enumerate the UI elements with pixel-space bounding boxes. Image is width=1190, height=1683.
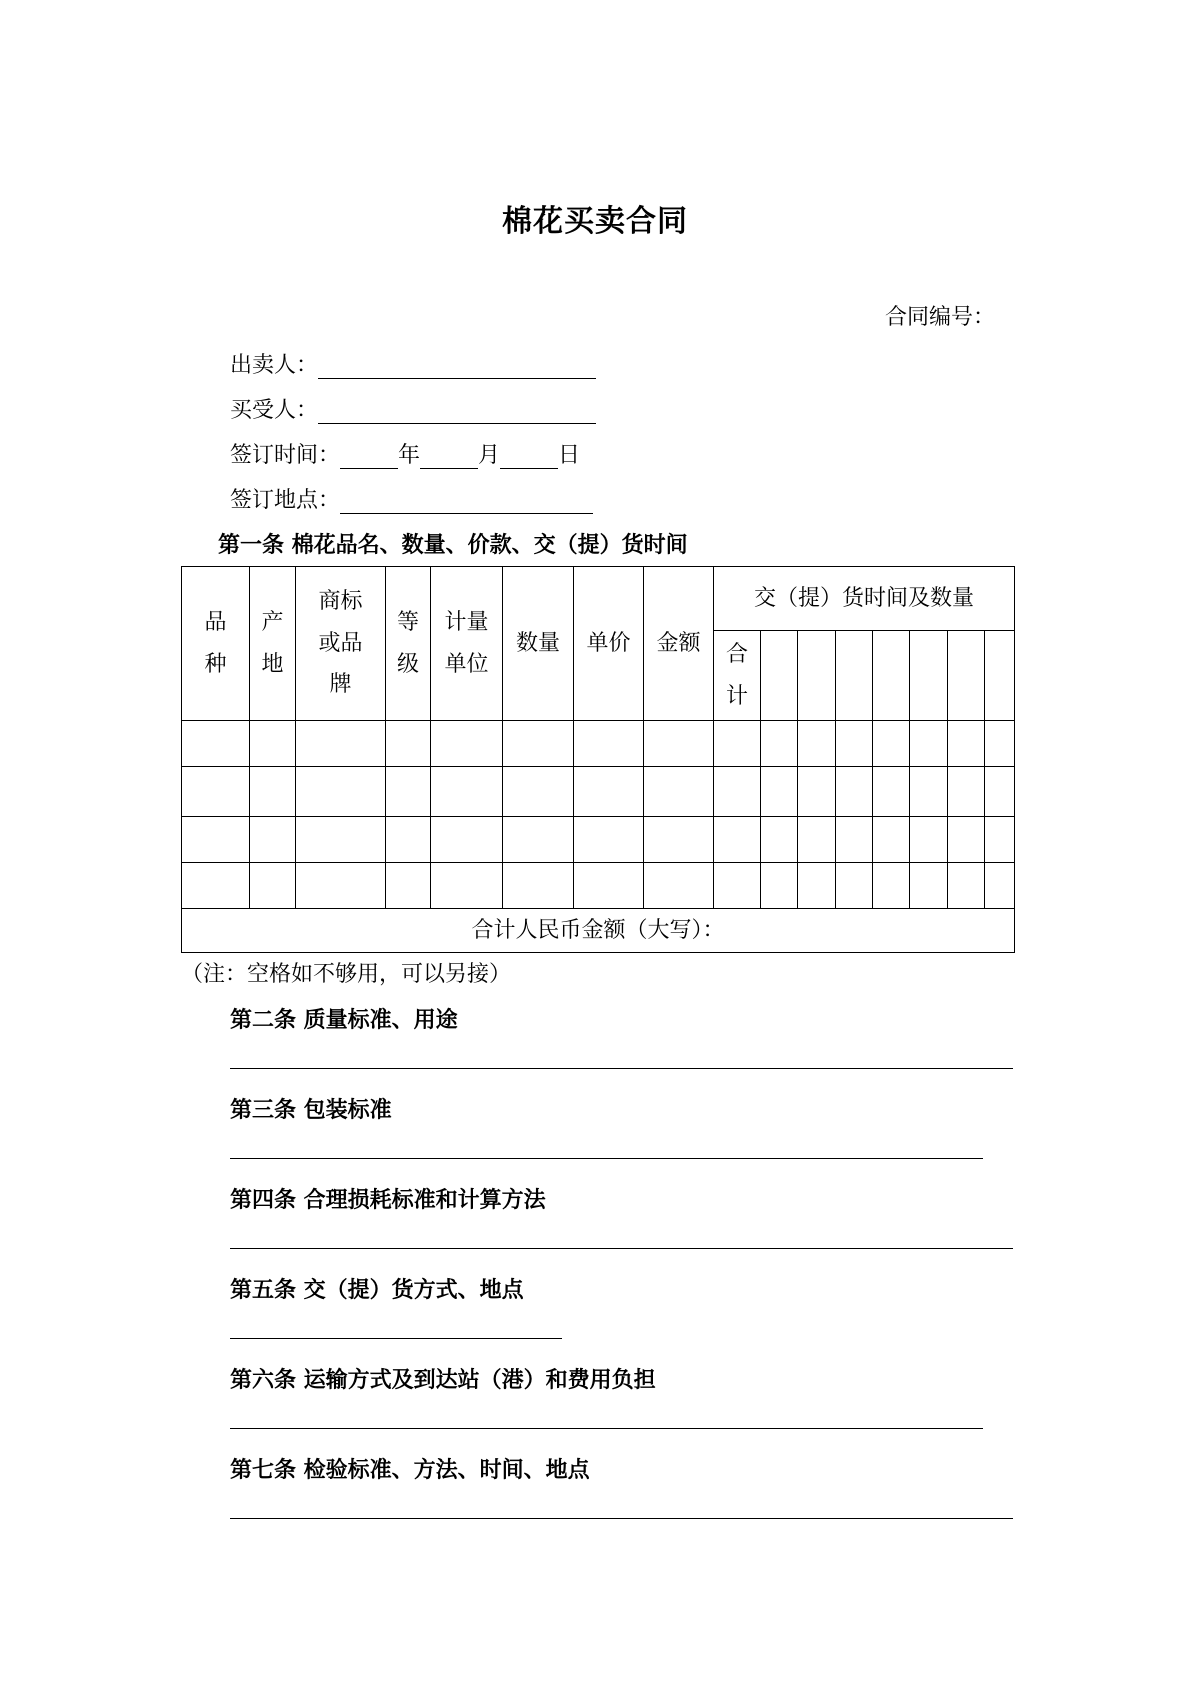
- delivery-slot-cell[interactable]: [948, 631, 985, 721]
- table-cell[interactable]: [250, 767, 296, 817]
- contract-title: 棉花买卖合同: [502, 204, 688, 239]
- table-cell[interactable]: [714, 767, 761, 817]
- total-amount-row[interactable]: 合计人民币金额（大写）：: [182, 909, 1015, 953]
- table-cell[interactable]: [836, 721, 873, 767]
- buyer-label: 买受人：: [230, 398, 319, 423]
- table-cell[interactable]: [836, 767, 873, 817]
- table-cell[interactable]: [644, 767, 714, 817]
- article-3-heading: 第三条 包装标准: [230, 1097, 392, 1123]
- table-cell[interactable]: [386, 863, 431, 909]
- header-unit: 计量单位: [431, 567, 503, 721]
- sign-place-label: 签订地点：: [230, 488, 341, 513]
- header-delivery: 交（提）货时间及数量: [714, 567, 1015, 631]
- table-cell[interactable]: [761, 721, 798, 767]
- table-cell[interactable]: [714, 863, 761, 909]
- table-cell[interactable]: [798, 767, 836, 817]
- sign-time-label: 签订时间：: [230, 443, 341, 468]
- month-field[interactable]: [420, 446, 478, 469]
- header-quantity: 数量: [503, 567, 574, 721]
- table-cell[interactable]: [985, 721, 1015, 767]
- table-cell[interactable]: [873, 721, 910, 767]
- article-7-heading: 第七条 检验标准、方法、时间、地点: [230, 1457, 590, 1483]
- table-note: （注：空格如不够用，可以另接）: [181, 962, 512, 987]
- seller-row: [230, 348, 596, 379]
- sign-place-row: [230, 483, 593, 514]
- table-cell[interactable]: [761, 767, 798, 817]
- contract-number-label: 合同编号：: [884, 305, 995, 330]
- table-cell[interactable]: [910, 817, 948, 863]
- table-cell[interactable]: [503, 767, 574, 817]
- table-cell[interactable]: [873, 767, 910, 817]
- table-cell[interactable]: [503, 863, 574, 909]
- table-cell[interactable]: [182, 863, 250, 909]
- table-cell[interactable]: [985, 863, 1015, 909]
- article-6-heading: 第六条 运输方式及到达站（港）和费用负担: [230, 1367, 656, 1393]
- table-cell[interactable]: [985, 817, 1015, 863]
- header-origin: 产地: [250, 567, 296, 721]
- table-cell[interactable]: [182, 767, 250, 817]
- table-cell[interactable]: [910, 767, 948, 817]
- goods-table: [181, 566, 1015, 953]
- table-cell[interactable]: [574, 863, 644, 909]
- delivery-slot-cell[interactable]: [873, 631, 910, 721]
- sign-time-row: [230, 438, 580, 469]
- table-cell[interactable]: [250, 863, 296, 909]
- table-cell[interactable]: [714, 817, 761, 863]
- article-1-heading: 第一条 棉花品名、数量、价款、交（提）货时间: [218, 532, 688, 558]
- table-cell[interactable]: [574, 721, 644, 767]
- article-6-fill-line[interactable]: [230, 1428, 983, 1429]
- table-cell[interactable]: [798, 817, 836, 863]
- table-cell[interactable]: [250, 817, 296, 863]
- table-cell[interactable]: [386, 817, 431, 863]
- table-cell[interactable]: [948, 721, 985, 767]
- table-cell[interactable]: [644, 817, 714, 863]
- day-field[interactable]: [500, 446, 558, 469]
- table-cell[interactable]: [250, 721, 296, 767]
- table-cell[interactable]: [836, 863, 873, 909]
- header-amount: 金额: [644, 567, 714, 721]
- table-cell[interactable]: [714, 721, 761, 767]
- year-field[interactable]: [340, 446, 398, 469]
- table-cell[interactable]: [910, 721, 948, 767]
- table-cell[interactable]: [431, 767, 503, 817]
- table-cell[interactable]: [761, 863, 798, 909]
- table-cell[interactable]: [296, 767, 386, 817]
- year-label: 年: [398, 443, 421, 468]
- table-cell[interactable]: [836, 817, 873, 863]
- table-cell[interactable]: [182, 817, 250, 863]
- table-cell[interactable]: [503, 721, 574, 767]
- table-cell[interactable]: [644, 863, 714, 909]
- sign-place-field[interactable]: [340, 491, 593, 514]
- table-cell[interactable]: [503, 817, 574, 863]
- table-cell[interactable]: [296, 721, 386, 767]
- article-2-heading: 第二条 质量标准、用途: [230, 1007, 458, 1033]
- table-cell[interactable]: [985, 767, 1015, 817]
- article-4-heading: 第四条 合理损耗标准和计算方法: [230, 1187, 546, 1213]
- table-cell[interactable]: [948, 767, 985, 817]
- table-cell[interactable]: [873, 863, 910, 909]
- month-label: 月: [478, 443, 501, 468]
- article-7-fill-line[interactable]: [230, 1518, 1013, 1519]
- table-row: [182, 817, 1015, 863]
- table-cell[interactable]: [296, 817, 386, 863]
- article-4-fill-line[interactable]: [230, 1248, 1013, 1249]
- table-cell[interactable]: [386, 721, 431, 767]
- seller-label: 出卖人：: [230, 353, 319, 378]
- delivery-slot-cell[interactable]: [798, 631, 836, 721]
- table-cell[interactable]: [910, 863, 948, 909]
- table-cell[interactable]: [873, 817, 910, 863]
- day-label: 日: [558, 443, 581, 468]
- delivery-slot-cell[interactable]: [910, 631, 948, 721]
- table-cell[interactable]: [386, 767, 431, 817]
- table-cell[interactable]: [431, 863, 503, 909]
- table-cell[interactable]: [431, 817, 503, 863]
- table-cell[interactable]: [761, 817, 798, 863]
- header-grade: 等级: [386, 567, 431, 721]
- article-3-fill-line[interactable]: [230, 1158, 983, 1159]
- header-unit-price: 单价: [574, 567, 644, 721]
- header-variety: 品种: [182, 567, 250, 721]
- table-row: [182, 721, 1015, 767]
- table-cell[interactable]: [182, 721, 250, 767]
- delivery-slot-cell[interactable]: [836, 631, 873, 721]
- buyer-row: [230, 393, 596, 424]
- table-cell[interactable]: [948, 817, 985, 863]
- article-2-fill-line[interactable]: [230, 1068, 1013, 1069]
- seller-field[interactable]: [318, 356, 596, 379]
- table-cell[interactable]: [431, 721, 503, 767]
- table-cell[interactable]: [574, 767, 644, 817]
- table-row: [182, 767, 1015, 817]
- table-cell[interactable]: [948, 863, 985, 909]
- table-cell[interactable]: [798, 721, 836, 767]
- article-5-heading: 第五条 交（提）货方式、地点: [230, 1277, 524, 1303]
- delivery-slot-cell[interactable]: [761, 631, 798, 721]
- delivery-slot-cell[interactable]: [985, 631, 1015, 721]
- header-subtotal: 合计: [714, 631, 761, 721]
- table-cell[interactable]: [296, 863, 386, 909]
- table-row: [182, 863, 1015, 909]
- article-5-fill-line[interactable]: [230, 1338, 562, 1339]
- table-cell[interactable]: [574, 817, 644, 863]
- table-cell[interactable]: [798, 863, 836, 909]
- buyer-field[interactable]: [318, 401, 596, 424]
- table-cell[interactable]: [644, 721, 714, 767]
- header-brand: 商标或品牌: [296, 567, 386, 721]
